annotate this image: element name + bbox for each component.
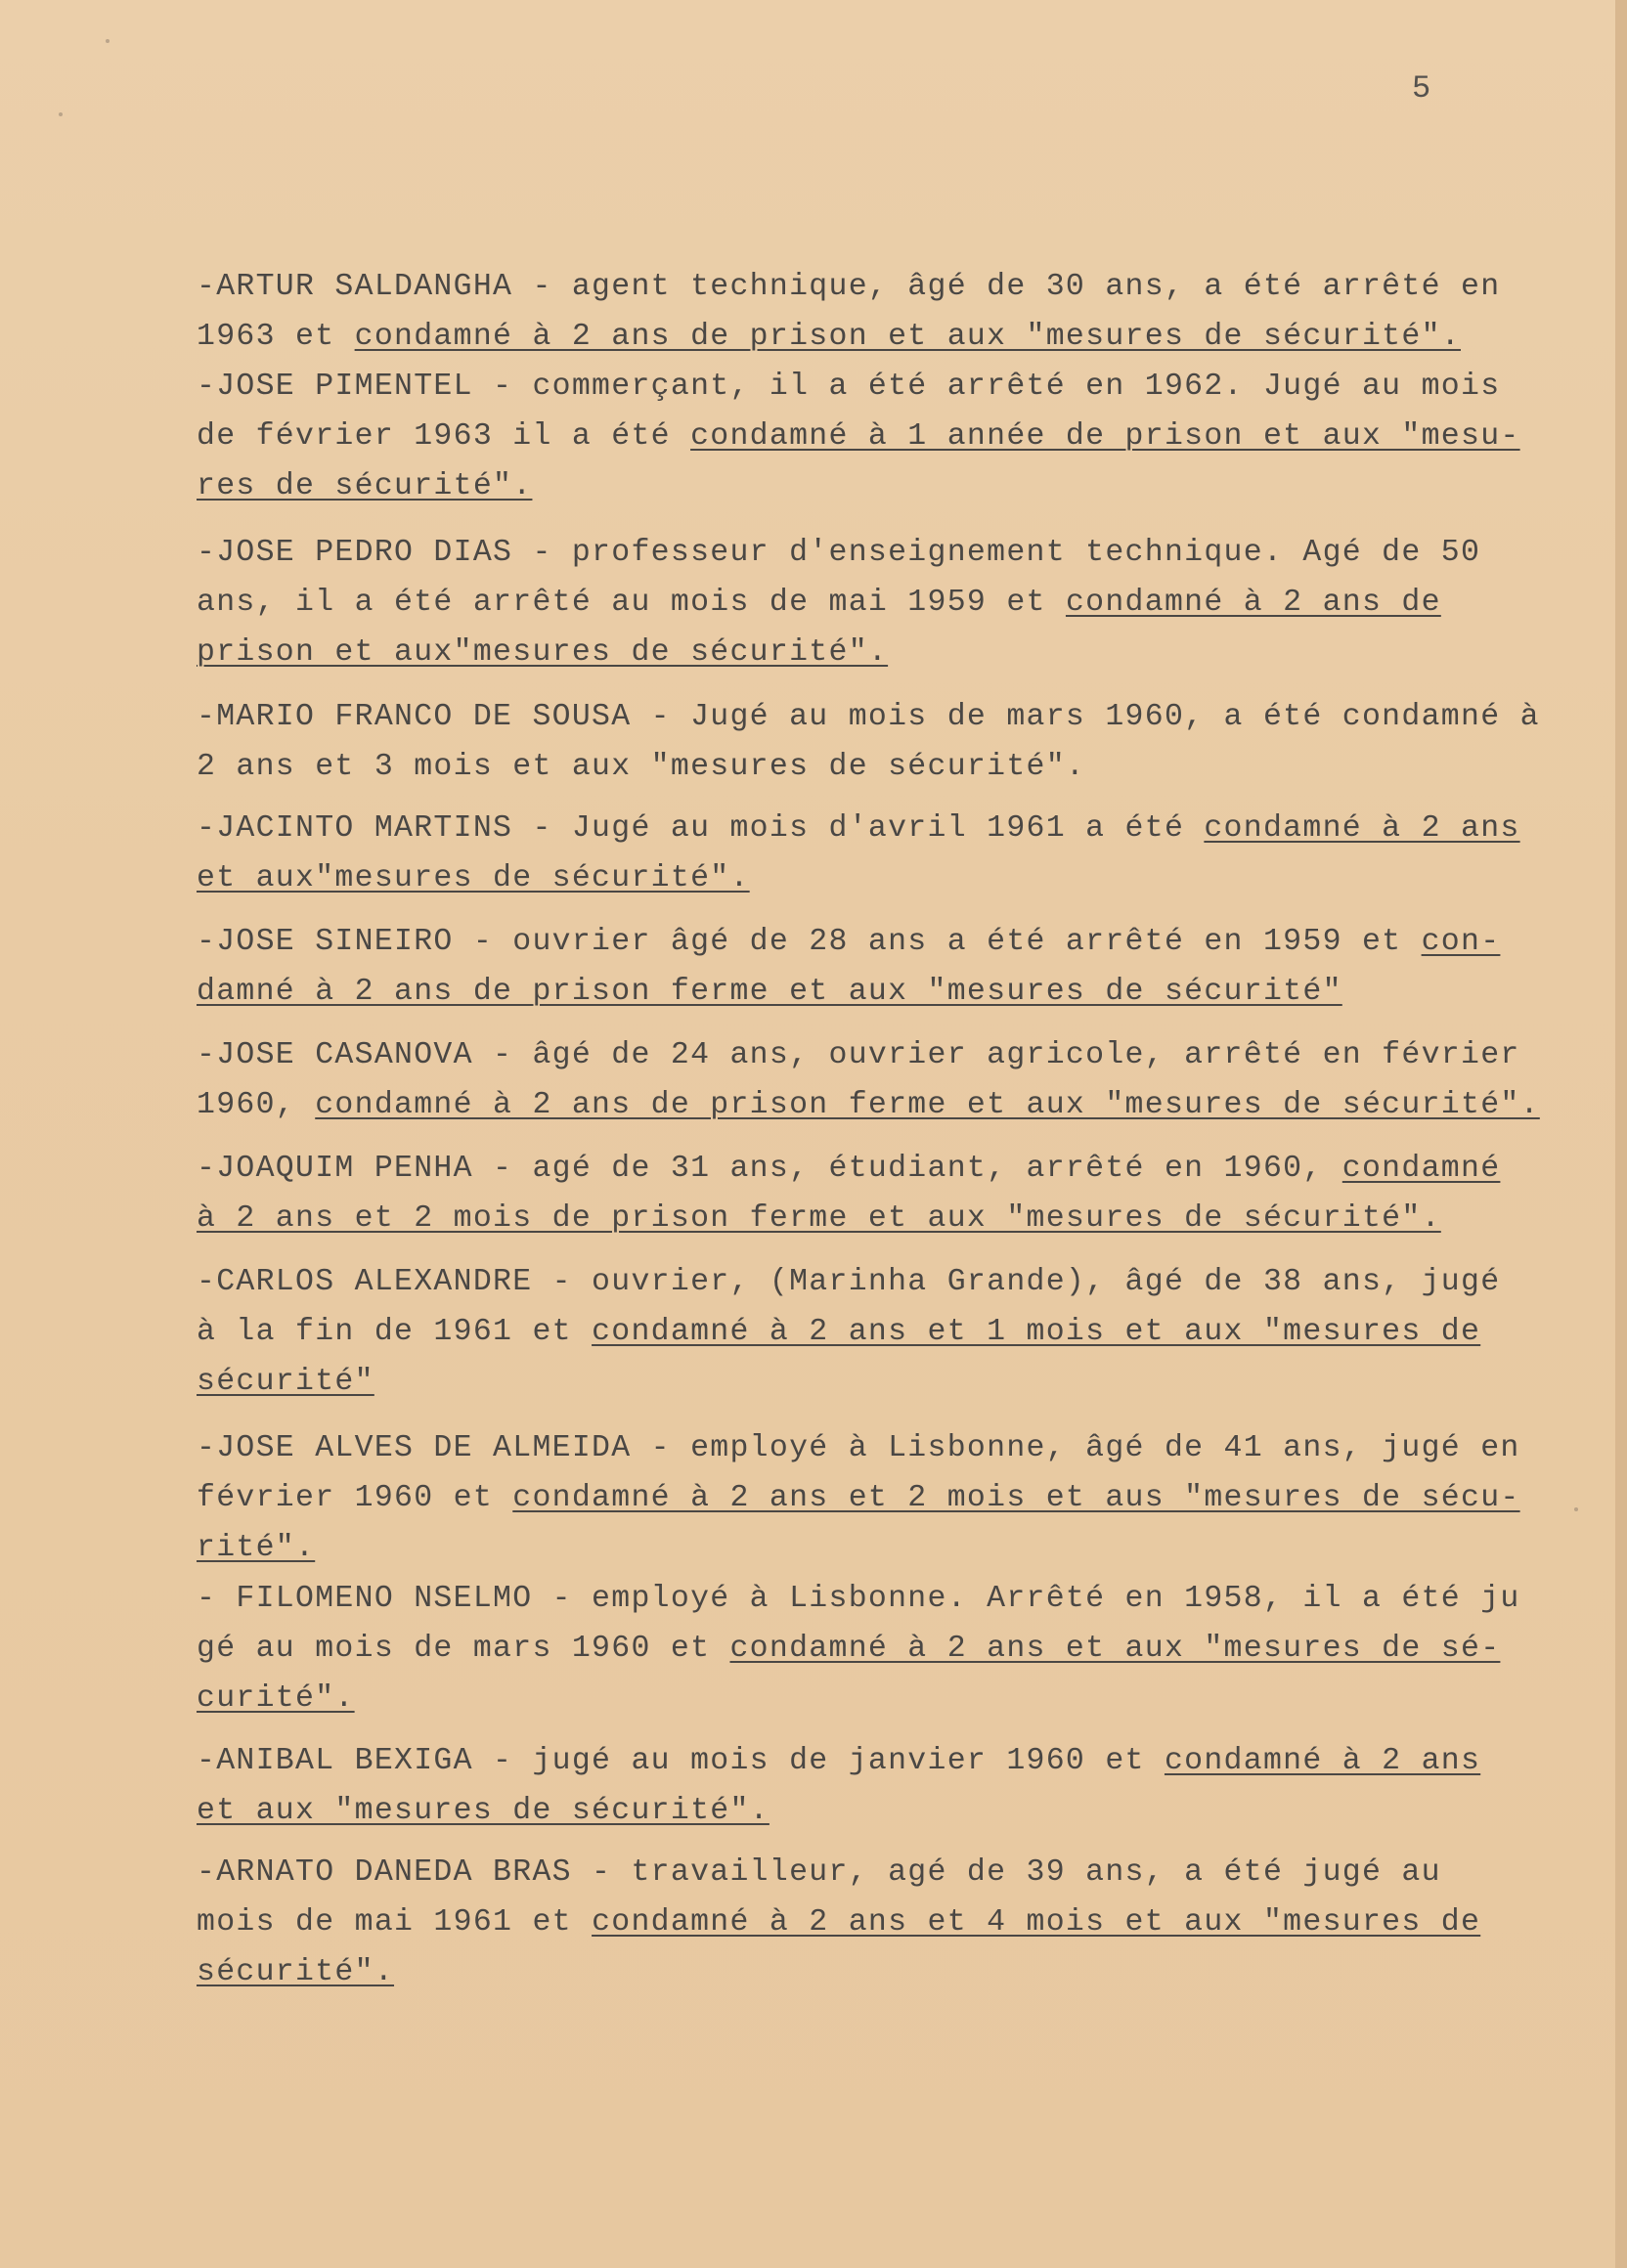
entry-text: -JOAQUIM PENHA - agé de 31 ans, étudiant, arrêté en 1960, <box>197 1152 1342 1186</box>
entry-line <box>197 1947 1546 1997</box>
prisoner-entry <box>197 262 1546 362</box>
entry-text: 1960, <box>197 1088 316 1122</box>
entry-sentence-underlined: à 2 ans et 2 mois de prison ferme et aux "mesures de sécurité". <box>197 1201 1441 1236</box>
entry-sentence-underlined: condamné à 2 ans <box>1164 1744 1481 1778</box>
entry-line <box>197 1786 1546 1836</box>
entry-line <box>197 528 1546 578</box>
entry-sentence-underlined: condamné à 2 ans de prison ferme et aux "mesures de sécurité". <box>315 1088 1540 1122</box>
entry-line <box>197 1674 1546 1723</box>
entry-text: 1963 et <box>197 320 355 354</box>
entry-line <box>197 461 1546 511</box>
prisoner-entry <box>197 692 1546 792</box>
entry-text: -MARIO FRANCO DE SOUSA - Jugé au mois de mars 1960, a été condamné à <box>197 700 1540 734</box>
entry-line <box>197 742 1546 792</box>
entry-line <box>197 1473 1546 1523</box>
entry-text: -JOSE SINEIRO - ouvrier âgé de 28 ans a été arrêté en 1959 et <box>197 925 1422 959</box>
entry-sentence-underlined: prison et aux"mesures de sécurité". <box>197 635 889 670</box>
entry-text: février 1960 et <box>197 1481 513 1515</box>
entry-line <box>197 1848 1546 1897</box>
entry-sentence-underlined: condamné à 2 ans et 4 mois et aux "mesures de <box>592 1905 1481 1940</box>
entry-sentence-underlined: et aux"mesures de sécurité". <box>197 861 750 895</box>
entry-sentence-underlined: condamné à 1 année de prison et aux "mesu- <box>690 419 1520 454</box>
entry-line <box>197 1897 1546 1947</box>
entry-text: de février 1963 il a été <box>197 419 691 454</box>
prisoner-entry <box>197 1257 1546 1407</box>
entry-line <box>197 1624 1546 1674</box>
entry-sentence-underlined: et aux "mesures de sécurité". <box>197 1794 770 1828</box>
entry-line <box>197 1574 1546 1624</box>
entry-text: -ARTUR SALDANGHA - agent technique, âgé de 30 ans, a été arrêté en <box>197 270 1501 304</box>
entry-line <box>197 1194 1546 1243</box>
entry-line <box>197 362 1546 412</box>
prisoner-entry <box>197 917 1546 1017</box>
entry-text: -ARNATO DANEDA BRAS - travailleur, agé de 39 ans, a été jugé au <box>197 1855 1441 1890</box>
entry-line <box>197 1257 1546 1307</box>
entry-sentence-underlined: sécurité" <box>197 1365 374 1399</box>
prisoner-entry <box>197 1030 1546 1130</box>
entry-line <box>197 692 1546 742</box>
entry-text: -JOSE CASANOVA - âgé de 24 ans, ouvrier agricole, arrêté en février <box>197 1038 1520 1072</box>
entry-line <box>197 578 1546 628</box>
prisoner-entry <box>197 528 1546 677</box>
entry-line <box>197 1144 1546 1194</box>
page-number: 5 <box>1412 70 1431 107</box>
entry-text: à la fin de 1961 et <box>197 1315 593 1349</box>
paper-speck <box>59 112 63 116</box>
entry-line <box>197 1030 1546 1080</box>
paper-speck <box>1574 1507 1578 1511</box>
entry-sentence-underlined: condamné <box>1341 1152 1501 1186</box>
entry-line <box>197 853 1546 903</box>
entry-sentence-underlined: con- <box>1421 925 1501 959</box>
entry-text: -JOSE PEDRO DIAS - professeur d'enseignement technique. Agé de 50 <box>197 536 1481 570</box>
entry-text: ans, il a été arrêté au mois de mai 1959 et <box>197 586 1066 620</box>
entry-sentence-underlined: condamné à 2 ans et aux "mesures de sé- <box>729 1632 1501 1666</box>
entry-text: mois de mai 1961 et <box>197 1905 593 1940</box>
entry-text: -ANIBAL BEXIGA - jugé au mois de janvier 1960 et <box>197 1744 1165 1778</box>
entry-sentence-underlined: curité". <box>197 1681 355 1716</box>
entry-text: gé au mois de mars 1960 et <box>197 1632 730 1666</box>
entry-line <box>197 1736 1546 1786</box>
entry-sentence-underlined: sécurité". <box>197 1955 395 1989</box>
entry-sentence-underlined: condamné à 2 ans de prison et aux "mesures de sécurité". <box>354 320 1461 354</box>
prisoner-entry <box>197 1144 1546 1243</box>
entry-line <box>197 967 1546 1017</box>
entry-sentence-underlined: condamné à 2 ans <box>1204 811 1520 846</box>
prisoner-entry <box>197 1848 1546 1997</box>
entry-line <box>197 1080 1546 1130</box>
entry-sentence-underlined: condamné à 2 ans et 2 mois et aus "mesures de sécu- <box>512 1481 1520 1515</box>
page-edge <box>1615 0 1627 2268</box>
entry-sentence-underlined: condamné à 2 ans de <box>1065 586 1441 620</box>
entry-line <box>197 917 1546 967</box>
entry-line <box>197 1307 1546 1357</box>
entry-line <box>197 262 1546 312</box>
entry-text: - FILOMENO NSELMO - employé à Lisbonne. Arrêté en 1958, il a été ju <box>197 1582 1520 1616</box>
entry-text: -JACINTO MARTINS - Jugé au mois d'avril 1961 a été <box>197 811 1205 846</box>
entry-line <box>197 1523 1546 1573</box>
entry-sentence-underlined: res de sécurité". <box>197 469 533 503</box>
entry-line <box>197 804 1546 853</box>
entry-text: -JOSE ALVES DE ALMEIDA - employé à Lisbonne, âgé de 41 ans, jugé en <box>197 1431 1520 1465</box>
entry-text: -JOSE PIMENTEL - commerçant, il a été arrêté en 1962. Jugé au mois <box>197 370 1501 404</box>
entry-line <box>197 312 1546 362</box>
entry-line <box>197 1357 1546 1407</box>
prisoner-entry <box>197 1574 1546 1723</box>
entry-sentence-underlined: damné à 2 ans de prison ferme et aux "mesures de sécurité" <box>197 975 1342 1009</box>
prisoner-entry <box>197 1423 1546 1573</box>
entry-text: 2 ans et 3 mois et aux "mesures de sécurité". <box>197 750 1086 784</box>
entry-sentence-underlined: condamné à 2 ans et 1 mois et aux "mesures de <box>592 1315 1481 1349</box>
entry-line <box>197 628 1546 677</box>
entry-text: -CARLOS ALEXANDRE - ouvrier, (Marinha Grande), âgé de 38 ans, jugé <box>197 1265 1501 1299</box>
entry-line <box>197 412 1546 461</box>
prisoner-entry <box>197 804 1546 903</box>
entry-line <box>197 1423 1546 1473</box>
entry-sentence-underlined: rité". <box>197 1531 316 1565</box>
paper-speck <box>106 39 110 43</box>
prisoner-entry <box>197 362 1546 511</box>
prisoner-entry <box>197 1736 1546 1836</box>
